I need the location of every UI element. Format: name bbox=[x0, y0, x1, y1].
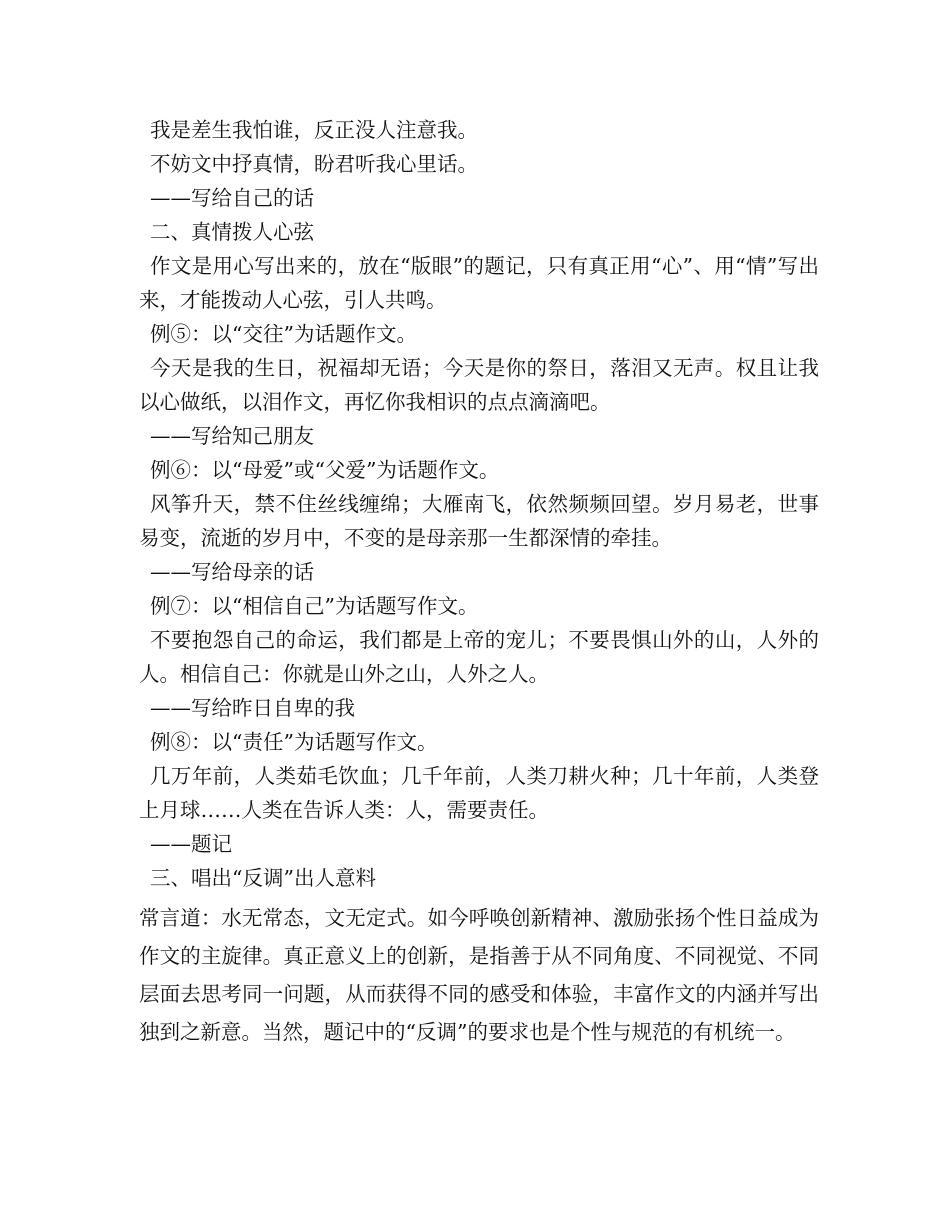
document-page bbox=[139, 113, 819, 1051]
section-3-body: 常言道：水无常态，文无定式。如今呼唤创新精神、激励张扬个性日益成为作文的主旋律。真正意义上的创新，是指善于从不同角度、不同视觉、不同层面去思考同一问题，从而获得不同的感受和体验，丰富作文的内涵并写出独到之新意。当然，题记中的“反调”的要求也是个性与规范的有机统一。 bbox=[139, 906, 819, 1044]
example-5-signature: ——写给知己朋友 bbox=[150, 424, 314, 448]
example-8-text: 几万年前，人类茹毛饮血；几千年前，人类刀耕火种；几十年前，人类登上月球……人类在告诉人类：人，需要责任。 bbox=[139, 764, 819, 822]
section-2-intro: 作文是用心写出来的，放在“版眼”的题记，只有真正用“心”、用“情”写出来，才能拨动人心弦，引人共鸣。 bbox=[139, 254, 819, 312]
example-7-text: 不要抱怨自己的命运，我们都是上帝的宠儿；不要畏惧山外的山，人外的人。相信自己：你就是山外之山，人外之人。 bbox=[139, 628, 819, 686]
section-heading-3: 三、唱出“反调”出人意料 bbox=[150, 866, 376, 890]
example-5-heading: 例⑤：以“交往”为话题作文。 bbox=[150, 322, 417, 346]
example-6-text: 风筝升天，禁不住丝线缠绵；大雁南飞，依然频频回望。岁月易老，世事易变，流逝的岁月中，不变的是母亲那一生都深情的牵挂。 bbox=[139, 492, 819, 550]
example-6-heading: 例⑥：以“母爱”或“父爱”为话题作文。 bbox=[150, 458, 500, 482]
example-8-heading: 例⑧：以“责任”为话题写作文。 bbox=[150, 730, 438, 754]
signature-line-1: ——写给自己的话 bbox=[150, 186, 314, 210]
example-7-signature: ——写给昨日自卑的我 bbox=[150, 696, 355, 720]
paragraph-2: 不妨文中抒真情，盼君听我心里话。 bbox=[150, 152, 478, 176]
example-5-text: 今天是我的生日，祝福却无语；今天是你的祭日，落泪又无声。权且让我以心做纸，以泪作文，再忆你我相识的点点滴滴吧。 bbox=[139, 356, 819, 414]
example-6-signature: ——写给母亲的话 bbox=[150, 560, 314, 584]
section-heading-2: 二、真情拨人心弦 bbox=[150, 220, 314, 244]
paragraph-1: 我是差生我怕谁，反正没人注意我。 bbox=[150, 118, 478, 142]
example-7-heading: 例⑦：以“相信自己”为话题写作文。 bbox=[150, 594, 479, 618]
example-8-signature: ——题记 bbox=[150, 832, 232, 856]
